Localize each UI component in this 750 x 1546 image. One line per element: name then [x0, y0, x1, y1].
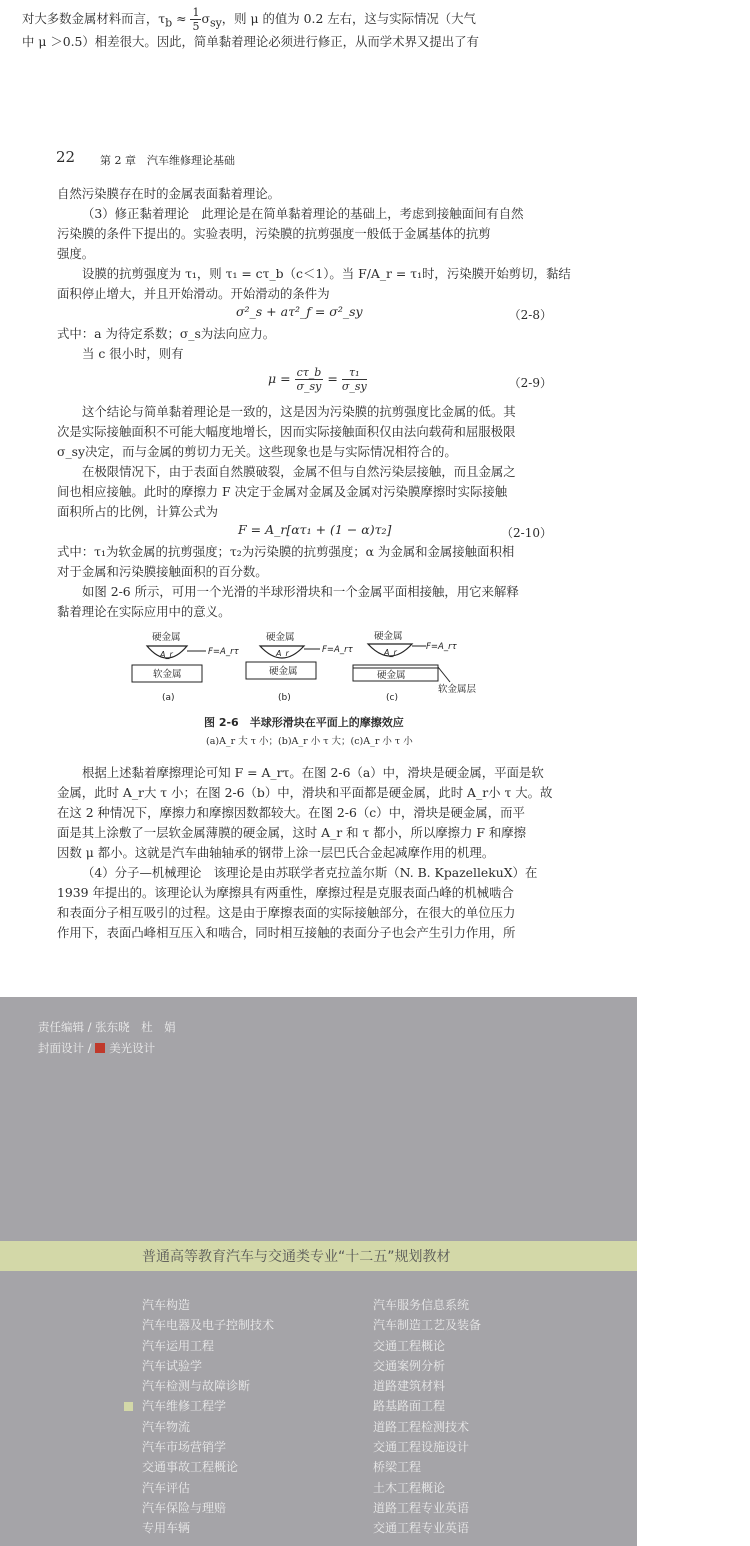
- book-item: 交通案例分析: [373, 1358, 446, 1373]
- paragraph-line: （4）分子—机械理论 该理论是由苏联学者克拉盖尔斯（N. B. KpazellekuX）在: [82, 865, 538, 880]
- book-item: 专用车辆: [142, 1521, 191, 1536]
- paragraph-line: 金属，此时 A_r大 τ 小；在图 2-6（b）中，滑块和平面都是硬金属，此时 A_r小 τ 大。故: [57, 785, 553, 800]
- fig-b-hard2-label: 硬金属: [269, 666, 298, 677]
- book-item-current: 汽车维修工程学: [142, 1399, 227, 1414]
- book-item: 汽车制造工艺及装备: [373, 1318, 482, 1333]
- equation-number-2-8: （2-8）: [508, 308, 552, 322]
- editor-credit: 责任编辑 / 张东晓 杜 娟: [38, 1020, 176, 1034]
- paragraph-line: 式中：a 为待定系数；σ_s为法向应力。: [57, 326, 276, 341]
- top-fragment-line-1: 对大多数金属材料而言，$\tau_b$ ≈ $\frac{1}{5}$ $\sigma_{sy}$，则 μ 的值为 0.2 左右，这与实际情况（大气: [22, 6, 476, 33]
- series-band: [0, 1241, 637, 1271]
- designer-logo-icon: [95, 1043, 105, 1053]
- book-item: 汽车评估: [142, 1480, 191, 1495]
- book-item: 汽车服务信息系统: [373, 1298, 470, 1312]
- paragraph-line: σ_sy决定，而与金属的剪切力无关。这些现象也是与实际情况相符合的。: [57, 444, 457, 459]
- paragraph-line: 污染膜的条件下提出的。实验表明，污染膜的抗剪强度一般低于金属基体的抗剪: [57, 226, 491, 241]
- paragraph-line: 次是实际接触面积不可能大幅度地增长，因而实际接触面积仅由法向载荷和屈服极限: [57, 424, 516, 439]
- fraction-one-fifth: $\frac{1}{5}$: [192, 6, 200, 33]
- fig-c-letter: (c): [386, 693, 398, 703]
- paragraph-line: 在极限情况下，由于表面自然膜破裂，金属不但与自然污染层接触，而且金属之: [82, 464, 516, 479]
- fig-a-hard-label: 硬金属: [152, 632, 181, 643]
- back-cover: [0, 997, 637, 1546]
- designer-credit: 封面设计 / 美光设计: [38, 1041, 156, 1055]
- fig-c-hard-label: 硬金属: [374, 631, 403, 642]
- fig-a-letter: (a): [162, 693, 175, 703]
- fig-c-ar-label: A_r: [384, 648, 397, 657]
- book-list-left: [142, 1295, 274, 1539]
- figure-caption: 图 2-6 半球形滑块在平面上的摩擦效应: [204, 716, 404, 729]
- fig-a-ar-label: A_r: [160, 650, 173, 659]
- paragraph-line: 强度。: [57, 246, 95, 261]
- fig-b-letter: (b): [278, 693, 291, 703]
- fig-b-ar-label: A_r: [276, 649, 289, 658]
- fig-b-hard-label: 硬金属: [266, 632, 295, 643]
- paragraph-line: 作用下，表面凸峰相互压入和啮合，同时相互接触的表面分子也会产生引力作用，所: [57, 925, 516, 940]
- book-item: 汽车检测与故障诊断: [142, 1379, 251, 1394]
- book-list-right: [373, 1295, 481, 1539]
- figure-2-6: [120, 624, 500, 706]
- series-title: 普通高等教育汽车与交通类专业“十二五”规划教材: [142, 1249, 451, 1265]
- book-item: 汽车试验学: [142, 1358, 203, 1373]
- book-item: 交通事故工程概论: [142, 1460, 239, 1475]
- book-item: 桥梁工程: [373, 1460, 422, 1475]
- paragraph-line: 设膜的抗剪强度为 τ₁，则 τ₁ = cτ_b（c＜1）。当 F/A_r = τ₁时，污染膜开始剪切，黏结: [82, 266, 571, 281]
- fig-b-force-label: F=A_rτ: [322, 645, 353, 655]
- page-number: 22: [56, 148, 76, 166]
- paragraph-line: 面积所占的比例，计算公式为: [57, 504, 219, 519]
- book-item: 汽车保险与理赔: [142, 1500, 227, 1515]
- paragraph-line: 在这 2 种情况下，摩擦力和摩擦因数都较大。在图 2-6（c）中，滑块是硬金属，而平: [57, 805, 525, 820]
- paragraph-line: 自然污染膜存在时的金属表面黏着理论。: [57, 186, 281, 201]
- equation-2-10: F = A_r[ατ₁ + (1 − α)τ₂]: [238, 522, 392, 537]
- paragraph-line: 1939 年提出的。该理论认为摩擦具有两重性，摩擦过程是克服表面凸峰的机械啮合: [57, 885, 514, 900]
- top-fragment-line-2: 中 μ ＞0.5）相差很大。因此，简单黏着理论必须进行修正，从而学术界又提出了有: [22, 34, 479, 49]
- fig-c-softlayer-label: 软金属层: [438, 684, 477, 695]
- book-item: 路基路面工程: [373, 1399, 446, 1414]
- book-item: 汽车运用工程: [142, 1338, 215, 1353]
- fig-c-force-label: F=A_rτ: [426, 642, 457, 652]
- fig-a-soft-label: 软金属: [153, 669, 182, 680]
- paragraph-line: 和表面分子相互吸引的过程。这是由于摩擦表面的实际接触部分，在很大的单位压力: [57, 905, 516, 920]
- equation-2-9: μ = $\frac{c\tau\_b}{\sigma\_sy}$ = $\frac{\text{τ₁}}{\sigma\_sy}$: [268, 366, 367, 393]
- book-item: 汽车构造: [142, 1298, 191, 1312]
- paragraph-line: 面是其上涂敷了一层软金属薄膜的硬金属，这时 A_r 和 τ 都小，所以摩擦力 F 和摩擦: [57, 825, 527, 840]
- book-item: 道路工程专业英语: [373, 1500, 470, 1515]
- book-item: 道路工程检测技术: [373, 1419, 470, 1434]
- paragraph-line: 如图 2-6 所示，可用一个光滑的半球形滑块和一个金属平面相接触，用它来解释: [82, 584, 519, 599]
- fig-c-hard2-label: 硬金属: [377, 670, 406, 681]
- paragraph-line: 面积停止增大，并且开始滑动。开始滑动的条件为: [57, 286, 330, 301]
- paragraph-line: 因数 μ 都小。这就是汽车曲轴轴承的钢带上涂一层巴氏合金起减摩作用的机理。: [57, 845, 495, 860]
- book-item: 交通工程专业英语: [373, 1521, 470, 1536]
- current-book-marker: [124, 1402, 133, 1411]
- running-head: 第 2 章 汽车维修理论基础: [100, 154, 235, 167]
- fig-a-force-label: F=A_rτ: [208, 647, 239, 657]
- book-item: 汽车物流: [142, 1419, 191, 1434]
- equation-number-2-9: （2-9）: [508, 376, 552, 390]
- book-item: 汽车市场营销学: [142, 1440, 227, 1455]
- book-item: 道路建筑材料: [373, 1379, 446, 1394]
- paragraph-line: 根据上述黏着摩擦理论可知 F = A_rτ。在图 2-6（a）中，滑块是硬金属，平面是软: [82, 765, 544, 780]
- paragraph-line: 这个结论与简单黏着理论是一致的，这是因为污染膜的抗剪强度比金属的低。其: [82, 404, 516, 419]
- paragraph-line: 对于金属和污染膜接触面积的百分数。: [57, 564, 268, 579]
- paragraph-line: （3）修正黏着理论 此理论是在简单黏着理论的基础上，考虑到接触面间有自然: [82, 206, 524, 221]
- book-item: 土木工程概论: [373, 1480, 446, 1495]
- paragraph-line: 间也相应接触。此时的摩擦力 F 决定于金属对金属及金属对污染膜摩擦时实际接触: [57, 484, 508, 499]
- equation-number-2-10: （2-10）: [501, 526, 552, 540]
- figure-subcaption: (a)A_r 大 τ 小；(b)A_r 小 τ 大；(c)A_r 小 τ 小: [206, 736, 413, 747]
- paragraph-line: 黏着理论在实际应用中的意义。: [57, 604, 231, 619]
- equation-2-8: σ²_s + aτ²_f = σ²_sy: [236, 304, 363, 319]
- book-item: 交通工程概论: [373, 1338, 446, 1353]
- book-item: 交通工程设施设计: [373, 1440, 470, 1455]
- book-item: 汽车电器及电子控制技术: [142, 1318, 275, 1333]
- paragraph-line: 当 c 很小时，则有: [82, 346, 184, 361]
- paragraph-line: 式中：τ₁为软金属的抗剪强度；τ₂为污染膜的抗剪强度；α 为金属和金属接触面积相: [57, 544, 515, 559]
